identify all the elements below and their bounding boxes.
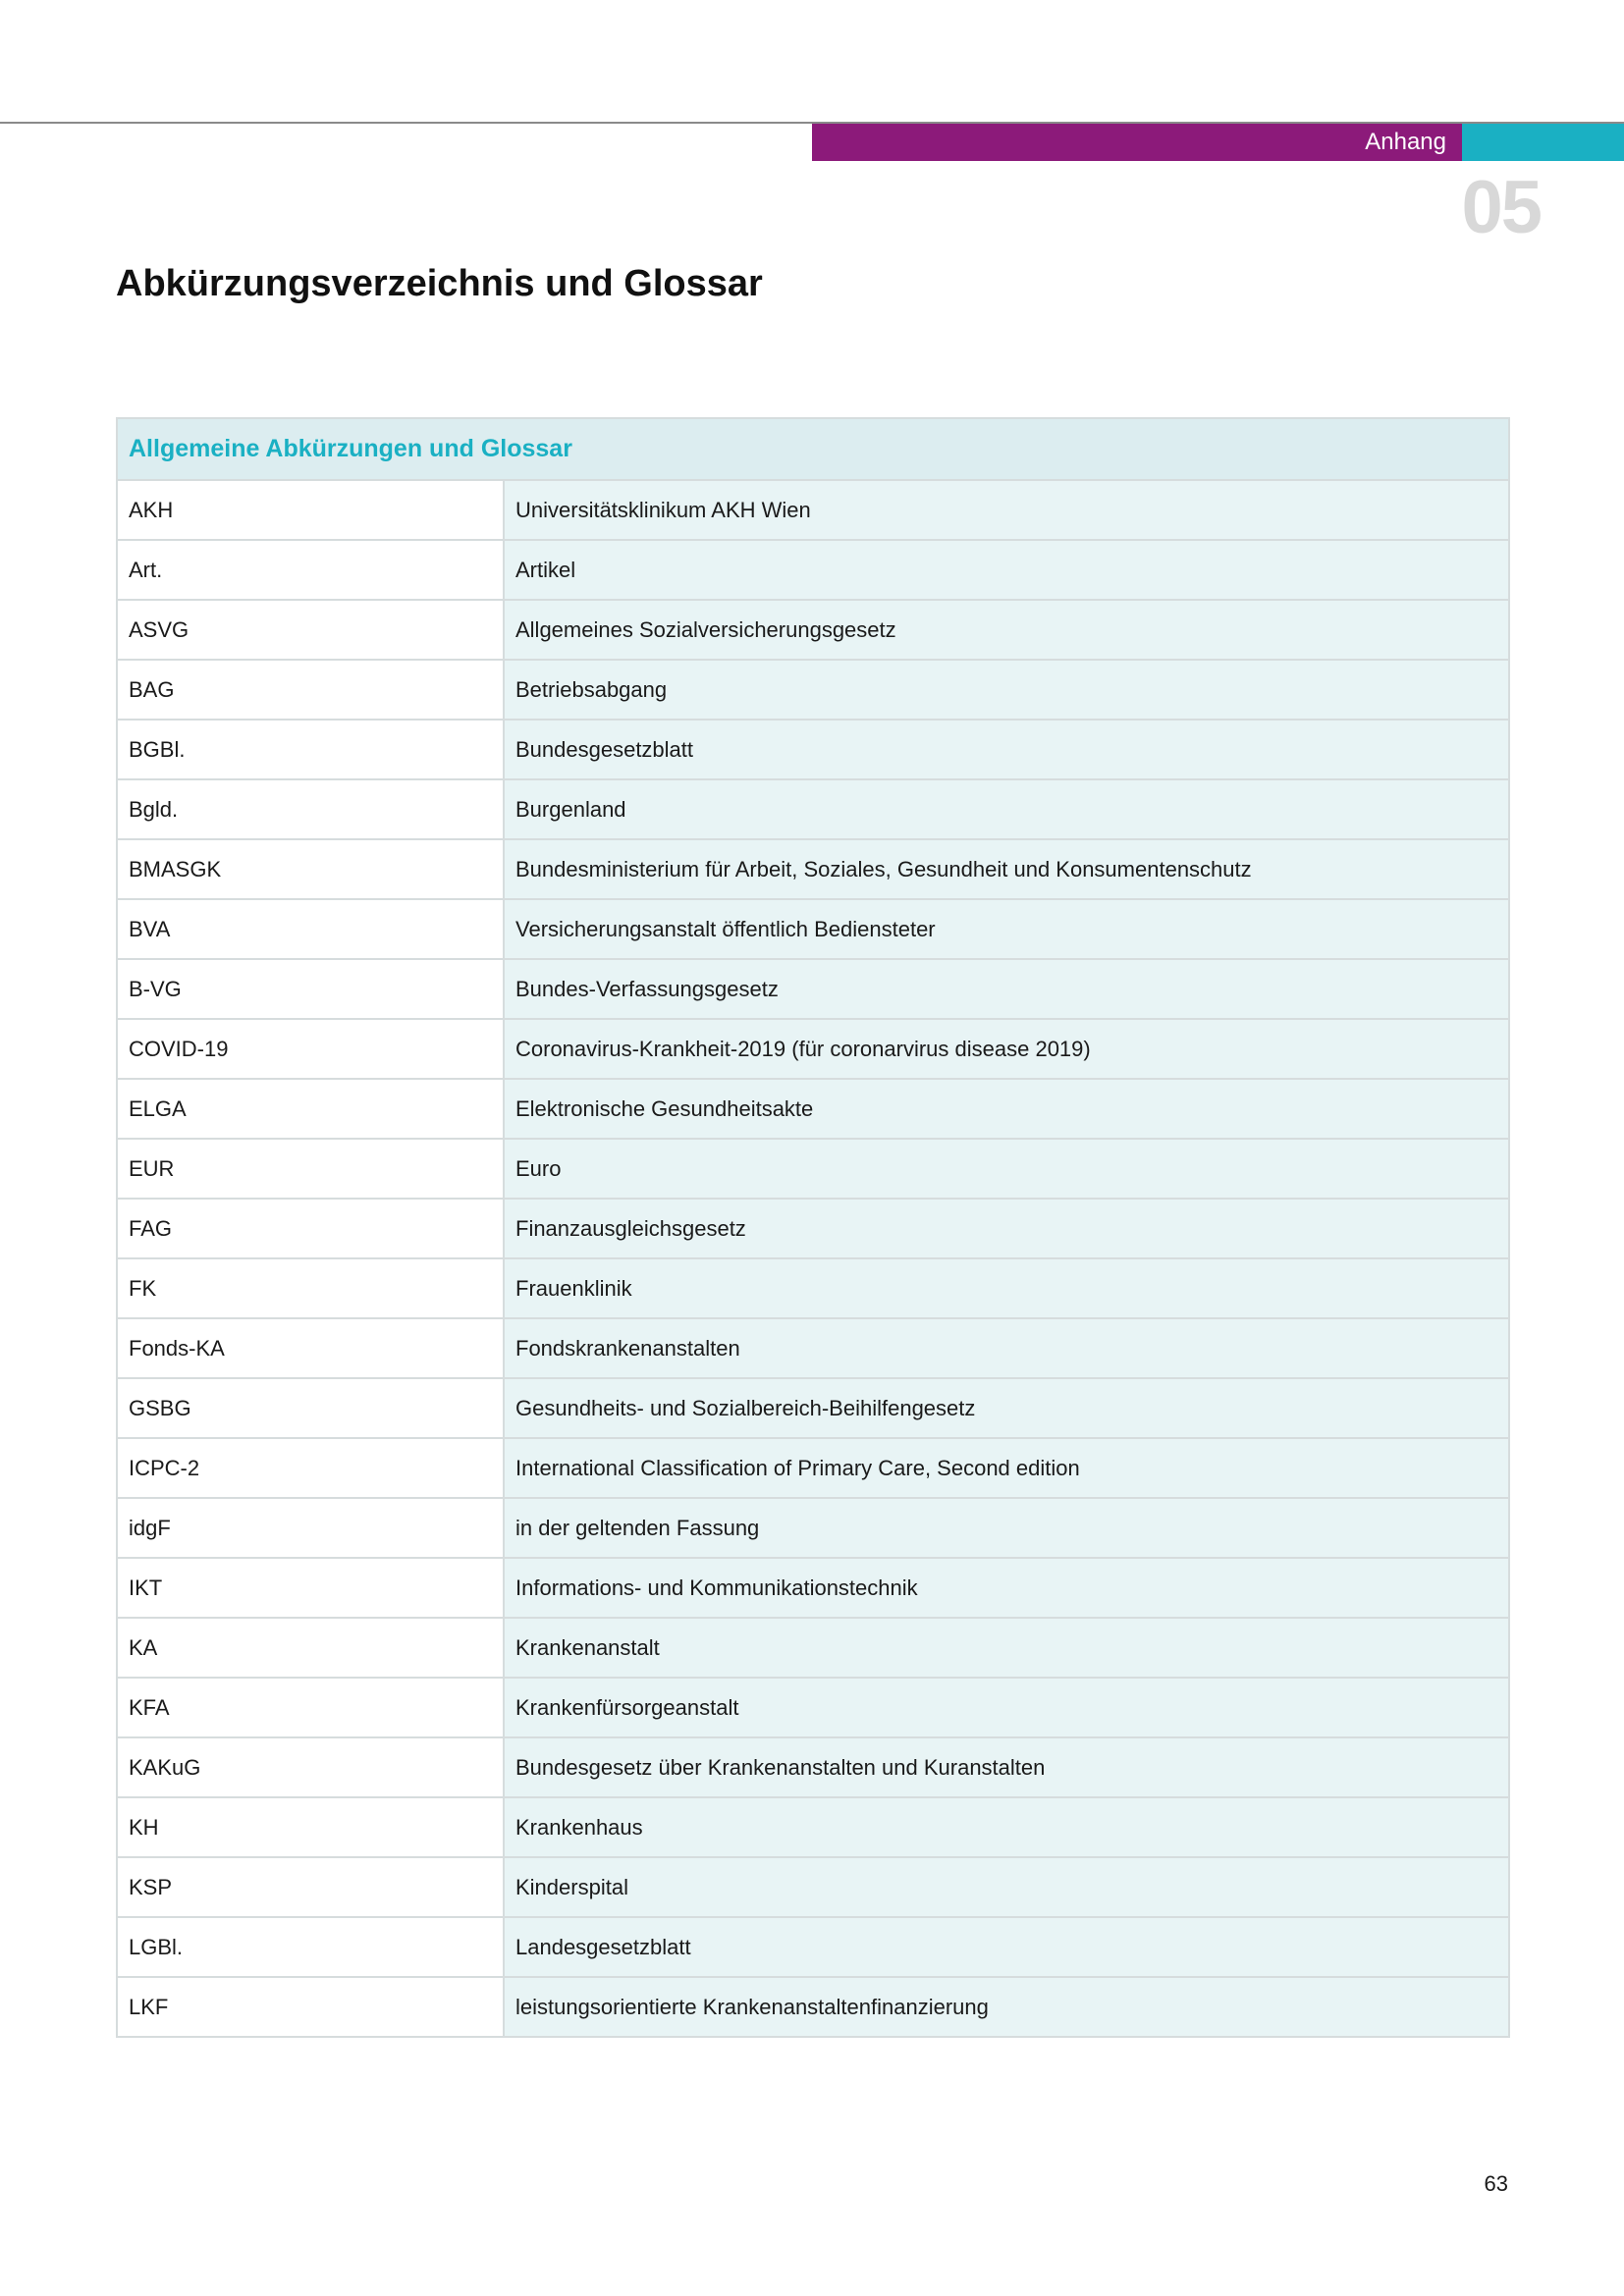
abbreviation-cell: BAG (117, 660, 504, 720)
meaning-cell: Frauenklinik (504, 1258, 1509, 1318)
meaning-cell: Allgemeines Sozialversicherungsgesetz (504, 600, 1509, 660)
table-heading: Allgemeine Abkürzungen und Glossar (117, 418, 1509, 480)
meaning-cell: leistungsorientierte Krankenanstaltenfinanzierung (504, 1977, 1509, 2037)
abbreviation-cell: AKH (117, 480, 504, 540)
section-bar (812, 124, 1462, 161)
meaning-cell: Burgenland (504, 779, 1509, 839)
table-row (117, 1019, 1509, 1079)
table-header-row (117, 418, 1509, 480)
meaning-cell: Betriebsabgang (504, 660, 1509, 720)
abbreviation-cell: BMASGK (117, 839, 504, 899)
abbreviation-cell: FK (117, 1258, 504, 1318)
meaning-cell: Gesundheits- und Sozialbereich-Beihilfengesetz (504, 1378, 1509, 1438)
table-row (117, 1139, 1509, 1199)
abbreviation-cell: KSP (117, 1857, 504, 1917)
table-row (117, 839, 1509, 899)
table-row (117, 1558, 1509, 1618)
meaning-cell: Versicherungsanstalt öffentlich Bediensteter (504, 899, 1509, 959)
table-row (117, 1977, 1509, 2037)
meaning-cell: Bundes-Verfassungsgesetz (504, 959, 1509, 1019)
table-row (117, 480, 1509, 540)
table-row (117, 720, 1509, 779)
abbreviation-cell: BVA (117, 899, 504, 959)
table-row (117, 1797, 1509, 1857)
page-title: Abkürzungsverzeichnis und Glossar (116, 263, 763, 304)
meaning-cell: Universitätsklinikum AKH Wien (504, 480, 1509, 540)
table-row (117, 1079, 1509, 1139)
page-number: 63 (1484, 2171, 1508, 2196)
meaning-cell: Krankenanstalt (504, 1618, 1509, 1678)
abbreviation-cell: KFA (117, 1678, 504, 1737)
section-accent (1462, 124, 1624, 161)
abbreviation-cell: Fonds-KA (117, 1318, 504, 1378)
chapter-number: 05 (1461, 166, 1541, 249)
table-row (117, 1678, 1509, 1737)
meaning-cell: Bundesgesetzblatt (504, 720, 1509, 779)
abbreviation-cell: idgF (117, 1498, 504, 1558)
meaning-cell: Kinderspital (504, 1857, 1509, 1917)
abbreviation-cell: KH (117, 1797, 504, 1857)
table-row (117, 779, 1509, 839)
meaning-cell: Bundesgesetz über Krankenanstalten und Kuranstalten (504, 1737, 1509, 1797)
abbreviation-cell: IKT (117, 1558, 504, 1618)
abbreviation-cell: KA (117, 1618, 504, 1678)
abbreviation-cell: B-VG (117, 959, 504, 1019)
table-row (117, 540, 1509, 600)
abbreviation-cell: COVID-19 (117, 1019, 504, 1079)
abbreviation-cell: FAG (117, 1199, 504, 1258)
table-row (117, 1318, 1509, 1378)
abbreviation-cell: LGBl. (117, 1917, 504, 1977)
table-row (117, 1378, 1509, 1438)
table-row (117, 1199, 1509, 1258)
meaning-cell: Fondskrankenanstalten (504, 1318, 1509, 1378)
abbreviation-cell: Art. (117, 540, 504, 600)
meaning-cell: in der geltenden Fassung (504, 1498, 1509, 1558)
abbreviation-cell: Bgld. (117, 779, 504, 839)
glossary-body (117, 480, 1509, 2037)
abbreviation-cell: LKF (117, 1977, 504, 2037)
table-row (117, 1737, 1509, 1797)
abbreviation-cell: GSBG (117, 1378, 504, 1438)
meaning-cell: Euro (504, 1139, 1509, 1199)
abbreviation-cell: ELGA (117, 1079, 504, 1139)
table-row (117, 660, 1509, 720)
abbreviation-cell: BGBl. (117, 720, 504, 779)
meaning-cell: Elektronische Gesundheitsakte (504, 1079, 1509, 1139)
glossary-table (116, 417, 1510, 2038)
meaning-cell: Krankenfürsorgeanstalt (504, 1678, 1509, 1737)
meaning-cell: Informations- und Kommunikationstechnik (504, 1558, 1509, 1618)
table-row (117, 959, 1509, 1019)
section-label: Anhang (1365, 129, 1446, 155)
table-row (117, 1917, 1509, 1977)
table-row (117, 899, 1509, 959)
meaning-cell: Coronavirus-Krankheit-2019 (für coronarvirus disease 2019) (504, 1019, 1509, 1079)
abbreviation-cell: EUR (117, 1139, 504, 1199)
table-row (117, 1438, 1509, 1498)
meaning-cell: Artikel (504, 540, 1509, 600)
table-row (117, 600, 1509, 660)
table-row (117, 1857, 1509, 1917)
meaning-cell: Krankenhaus (504, 1797, 1509, 1857)
abbreviation-cell: ASVG (117, 600, 504, 660)
table-row (117, 1258, 1509, 1318)
meaning-cell: Finanzausgleichsgesetz (504, 1199, 1509, 1258)
meaning-cell: International Classification of Primary Care, Second edition (504, 1438, 1509, 1498)
table-row (117, 1618, 1509, 1678)
abbreviation-cell: KAKuG (117, 1737, 504, 1797)
meaning-cell: Bundesministerium für Arbeit, Soziales, Gesundheit und Konsumentenschutz (504, 839, 1509, 899)
table-row (117, 1498, 1509, 1558)
abbreviation-cell: ICPC-2 (117, 1438, 504, 1498)
meaning-cell: Landesgesetzblatt (504, 1917, 1509, 1977)
